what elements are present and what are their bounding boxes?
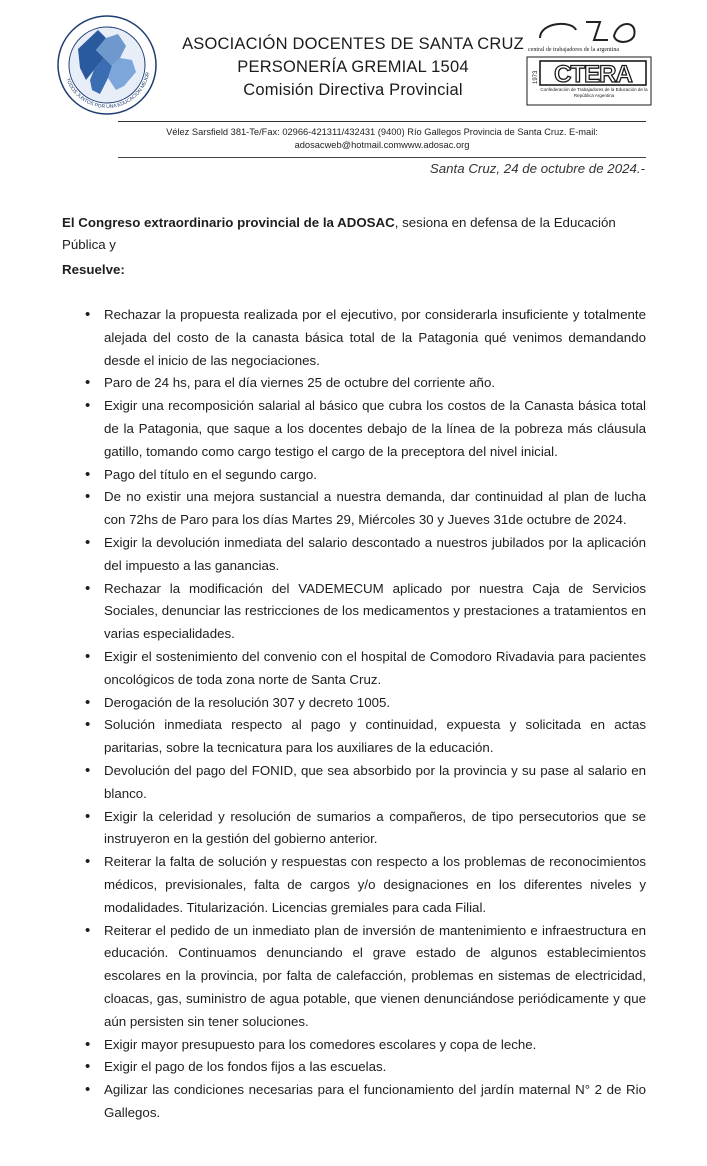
commission-name: Comisión Directiva Provincial bbox=[243, 81, 463, 99]
contact-address: Vélez Sarsfield 381-Te/Fax: 02966-421311/432431 (9400) Río Gallegos Provincia de Santa Cruz. E-mail: bbox=[166, 127, 598, 137]
list-item: • Paro de 24 hs, para el día viernes 25 de octubre del corriente año. bbox=[62, 372, 646, 395]
contact-info bbox=[118, 126, 646, 152]
document-date: Santa Cruz, 24 de octubre de 2024.- bbox=[429, 161, 645, 176]
list-item: • Exigir la devolución inmediata del salario descontado a nuestros jubilados por la aplicación del impuesto a las ganancias. bbox=[62, 532, 646, 578]
cta-logo-text: central de trabajadores de la argentina bbox=[528, 47, 620, 53]
list-item: • Exigir el pago de los fondos fijos a las escuelas. bbox=[62, 1056, 646, 1079]
list-item: • Reiterar el pedido de un inmediato plan de inversión de mantenimiento e infraestructura en educación. Continuamos denunciando el grave estado de algunos establecimientos escolares en la provincia, por falta de calefacción, problemas en sistemas de electricidad, cloacas, gas, suministro de agua potable, que vienen denunciándose periódicamente y que aún persisten sin tener soluciones. bbox=[62, 920, 646, 1034]
intro-rest: , sesiona en defensa de la Educación Pública y bbox=[62, 215, 616, 252]
letterhead bbox=[168, 33, 538, 102]
list-item: • De no existir una mejora sustancial a nuestra demanda, dar continuidad al plan de lucha con 72hs de Paro para los días Martes 29, Miércoles 30 y Jueves 31de octubre de 2024. bbox=[62, 486, 646, 532]
adosac-logo-top-text bbox=[56, 14, 117, 16]
contact-email-web: adosacweb@hotmail.comwww.adosac.org bbox=[294, 140, 470, 150]
list-item: • Pago del título en el segundo cargo. bbox=[62, 464, 646, 487]
contact-divider bbox=[118, 157, 646, 158]
org-name: ASOCIACIÓN DOCENTES DE SANTA CRUZ bbox=[182, 35, 524, 53]
list-item: • Devolución del pago del FONID, que sea absorbido por la provincia y su pase al salario en blanco. bbox=[62, 760, 646, 806]
list-item: • Exigir una recomposición salarial al básico que cubra los costos de la Canasta básica total de la Patagonia, que saque a los docentes debajo de la línea de la pobreza más cláusula gatillo, tomando como cargo testigo el cargo de la preceptora del nivel inicial. bbox=[62, 395, 646, 463]
ctera-caption: Confederación de Trabajadores de la Educación de la República Argentina bbox=[540, 87, 648, 98]
list-item: • Exigir el sostenimiento del convenio con el hospital de Comodoro Rivadavia para pacientes oncológicos de toda zona norte de Santa Cruz. bbox=[62, 646, 646, 692]
list-item: • Derogación de la resolución 307 y decreto 1005. bbox=[62, 692, 646, 715]
adosac-logo-ring-text: TODOS JUNTOS POR UNA EDUCACION MEJOR bbox=[64, 71, 152, 111]
cta-logo bbox=[526, 14, 652, 56]
list-item: • Rechazar la propuesta realizada por el ejecutivo, por considerarla insuficiente y totalmente alejada del costo de la canasta básica total de la Patagonia qué venimos demandando desde el inicio de las negociaciones. bbox=[62, 304, 646, 372]
personeria: PERSONERÍA GREMIAL 1504 bbox=[237, 58, 469, 76]
ctera-logo bbox=[526, 56, 652, 106]
resolutions-list bbox=[62, 304, 646, 1125]
list-item: • Agilizar las condiciones necesarias para el funcionamiento del jardín maternal N° 2 de Rio Gallegos. bbox=[62, 1079, 646, 1125]
list-item: • Reiterar la falta de solución y respuestas con respecto a los problemas de reconocimientos médicos, previsionales, falta de cargos y/o designaciones en los diferentes niveles y modalidades. Titularización. Licencias gremiales para cada Filial. bbox=[62, 851, 646, 919]
ctera-side-text: 1973 bbox=[533, 70, 539, 84]
ctera-wordmark: CTERA bbox=[554, 61, 632, 88]
list-item: • Rechazar la modificación del VADEMECUM aplicado por nuestra Caja de Servicios Sociales, denunciar las restricciones de los medicamentos y prestaciones a tratamientos en varias especialidades. bbox=[62, 578, 646, 646]
intro-bold: El Congreso extraordinario provincial de la ADOSAC bbox=[62, 215, 395, 230]
list-item: • Exigir la celeridad y resolución de sumarios a compañeros, de tipo persecutorios que se instruyeron en la gestión del gobierno anterior. bbox=[62, 806, 646, 852]
adosac-logo bbox=[56, 14, 158, 116]
list-item: • Solución inmediata respecto al pago y continuidad, expuesta y solicitada en actas paritarias, sobre la tecnicatura para los auxiliares de la educación. bbox=[62, 714, 646, 760]
header-divider bbox=[118, 121, 646, 122]
intro-paragraph bbox=[62, 212, 646, 256]
list-item: • Exigir mayor presupuesto para los comedores escolares y copa de leche. bbox=[62, 1034, 646, 1057]
resuelve-heading: Resuelve: bbox=[62, 262, 125, 277]
